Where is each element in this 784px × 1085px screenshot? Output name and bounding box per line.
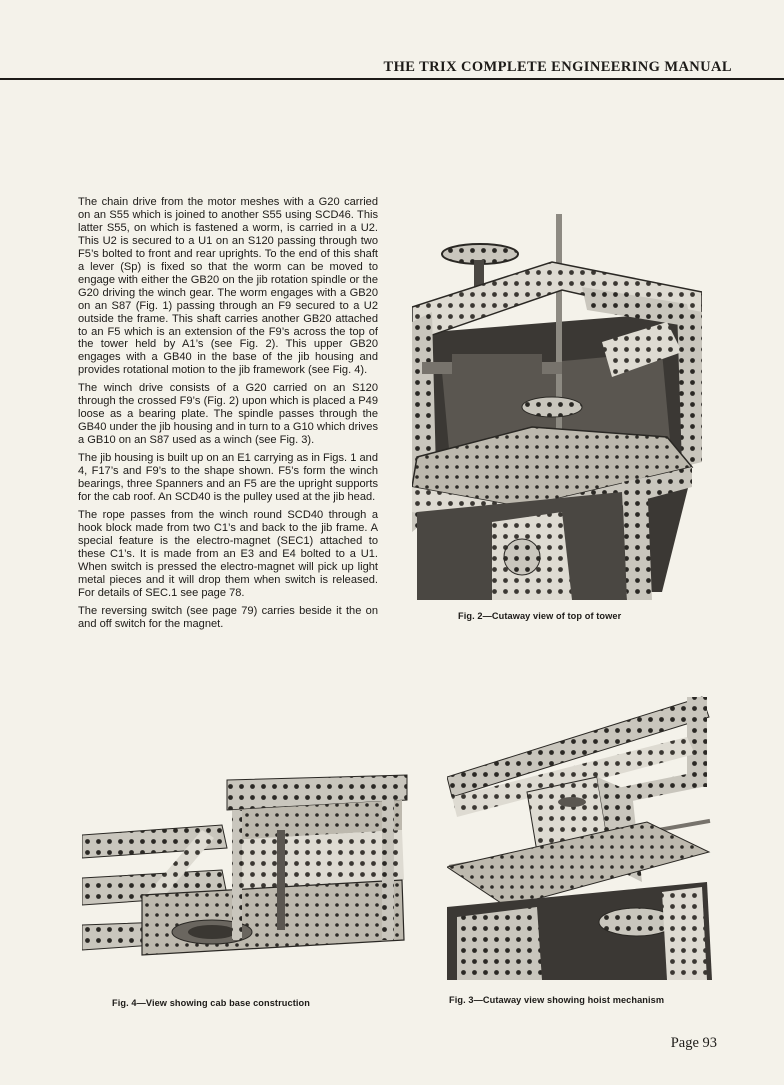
fig3-caption: Fig. 3—Cutaway view showing hoist mechanism xyxy=(449,995,665,1005)
paragraph: The rope passes from the winch round SCD40 through a hook block made from two C1’s and back to the jib frame. A special feature is the electro-magnet (SEC1) attached to these C1’s. It is made from an E3 and E4 bolted to a U1. When switch is pressed the electro-magnet will pick up light metal pieces and it will drop them when switch is released. For details of SEC.1 see page 78. xyxy=(78,508,378,599)
running-header-title: THE TRIX COMPLETE ENGINEERING MANUAL xyxy=(383,59,732,75)
header-rule xyxy=(0,78,784,80)
paragraph: The reversing switch (see page 79) carries beside it the on and off switch for the magnet. xyxy=(78,604,378,630)
paragraph: The winch drive consists of a G20 carried on an S120 through the crossed F9’s (Fig. 2) upon which is placed a P49 loose as a bearing plate. The spindle passes through the GB40 under the jib housing and in turn to a G10 which drives a GB10 on an S87 used as a winch (see Fig. 3). xyxy=(78,382,378,447)
body-text xyxy=(78,196,378,636)
paragraph: The chain drive from the motor meshes with a G20 carried on an S55 which is joined to another S55 using SCD46. This latter S55, on which is fastened a worm, is carried in a U2. This U2 is secured to a U1 on an S120 passing through two F5’s bolted to front and rear uprights. To the end of this shaft a lever (Sp) is fixed so that the worm can be moved to engage with either the GB20 on the jib rotation spindle or the G20 driving the winch gear. The worm engages with a GB20 on an S87 (Fig. 1) passing through an F9 secured to a U2 outside the frame. This shaft carries another GB20 attached to an F5 which is an extension of the F9’s across the top of the tower held by A1’s (see Fig. 2). This upper GB20 engages with a GB40 in the base of the jib housing and provides rotational motion to the jib framework (see Fig. 4). xyxy=(78,196,378,377)
page-number: Page 93 xyxy=(670,1035,717,1051)
fig4-caption: Fig. 4—View showing cab base construction xyxy=(112,998,310,1008)
fig4-photo xyxy=(82,770,412,970)
fig3-photo xyxy=(447,692,712,980)
fig2-photo xyxy=(412,212,702,600)
fig2-caption: Fig. 2—Cutaway view of top of tower xyxy=(458,611,622,621)
paragraph: The jib housing is built up on an E1 carrying as in Figs. 1 and 4, F17’s and F9’s to the shape shown. F5’s form the winch bearings, three Spanners and an F5 are the upright supports for the cab roof. An SCD40 is the pulley used at the jib head. xyxy=(78,452,378,503)
